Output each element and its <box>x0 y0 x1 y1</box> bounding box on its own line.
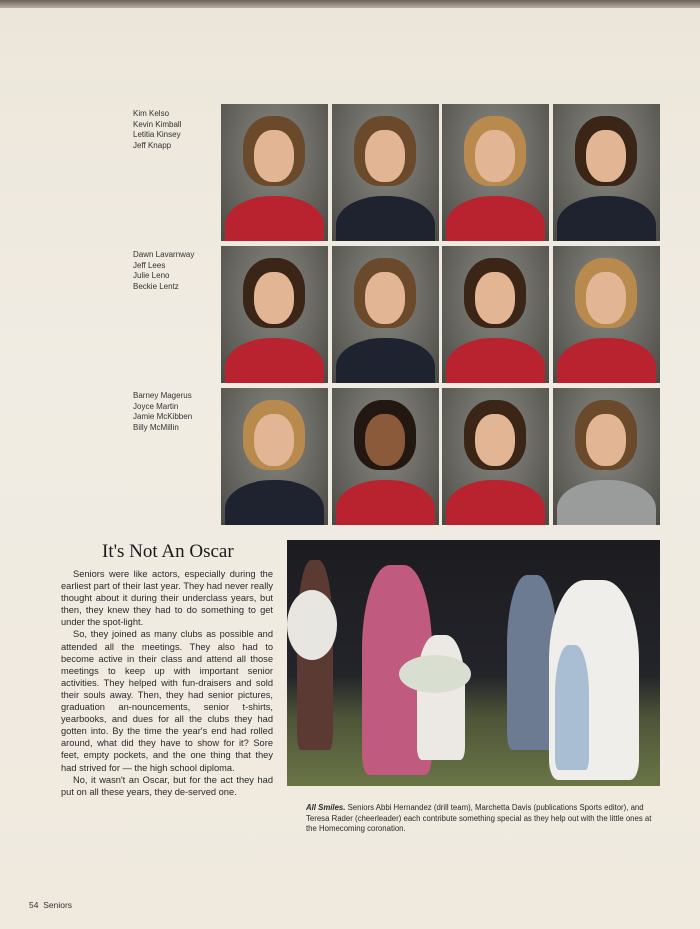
student-name: Dawn Lavarnway <box>133 250 195 259</box>
page-folio <box>29 900 72 910</box>
photo-figure <box>417 635 465 760</box>
portrait-photo <box>442 388 549 525</box>
student-name: Kevin Kimball <box>133 119 182 129</box>
portrait-photo <box>442 104 549 241</box>
portrait-photo <box>221 246 328 383</box>
student-name: Billy McMillin <box>133 422 179 432</box>
student-name: Julie Leno <box>133 271 170 281</box>
portrait-photo <box>553 246 660 383</box>
caption-text: Seniors Abbi Hernandez (drill team), Marchetta Davis (publications Sports editor), and Teresa Rader (cheerleader) each contribute something special as they help out with the little ones at the Homecoming coronation. <box>306 803 652 834</box>
homecoming-photo <box>287 540 660 786</box>
portrait-photo <box>442 246 549 383</box>
article-paragraph: Seniors were like actors, especially during the earliest part of their last year. They had never really thought about it during their underclass years, but then, they knew they had to do something to get under the spot-light. <box>61 569 273 628</box>
name-list-row-2 <box>133 250 194 292</box>
student-name: Beckie Lentz <box>133 281 179 291</box>
portrait-photo <box>332 388 439 525</box>
photo-figure <box>287 590 337 660</box>
student-name: Jeff Lees <box>133 260 166 270</box>
student-name: Barney Magerus <box>133 391 192 400</box>
student-name: Jamie McKibben <box>133 412 193 422</box>
photo-figure <box>555 645 589 770</box>
photo-figure <box>399 655 471 693</box>
article-title: It's Not An Oscar <box>102 541 234 562</box>
student-name: Joyce Martin <box>133 401 179 411</box>
article-body <box>61 568 273 798</box>
name-list-row-1 <box>133 109 181 151</box>
student-name: Kim Kelso <box>133 109 170 118</box>
page-top-edge <box>0 0 700 8</box>
portrait-photo <box>553 104 660 241</box>
portrait-photo <box>332 246 439 383</box>
student-name: Letitia Kinsey <box>133 130 181 140</box>
portrait-photo <box>221 388 328 525</box>
portrait-photo <box>332 104 439 241</box>
article-paragraph: So, they joined as many clubs as possible and attended all the meetings. They also had to become active in their class and attend all those meetings to keep up with important senior activities. They helped with fun-draisers and sold their souls away. Then, they had senior pictures, graduation an-nouncements, senior t-shirts, yearbooks, and dues for all the clubs they had gotten into. By the time the year's end had rolled around, what did they have to show for it? Sore feet, empty pockets, and the one thing that they had strived for — the high school diploma. <box>61 629 273 773</box>
section-name: Seniors <box>43 900 73 910</box>
name-list-row-3 <box>133 391 192 433</box>
student-name: Jeff Knapp <box>133 140 172 150</box>
caption-lead: All Smiles. <box>306 803 346 812</box>
portrait-photo <box>553 388 660 525</box>
page-number: 54 <box>29 900 39 910</box>
photo-caption <box>306 803 661 835</box>
portrait-photo <box>221 104 328 241</box>
article-paragraph: No, it wasn't an Oscar, but for the act they had put on all these years, they de-served one. <box>61 774 273 797</box>
